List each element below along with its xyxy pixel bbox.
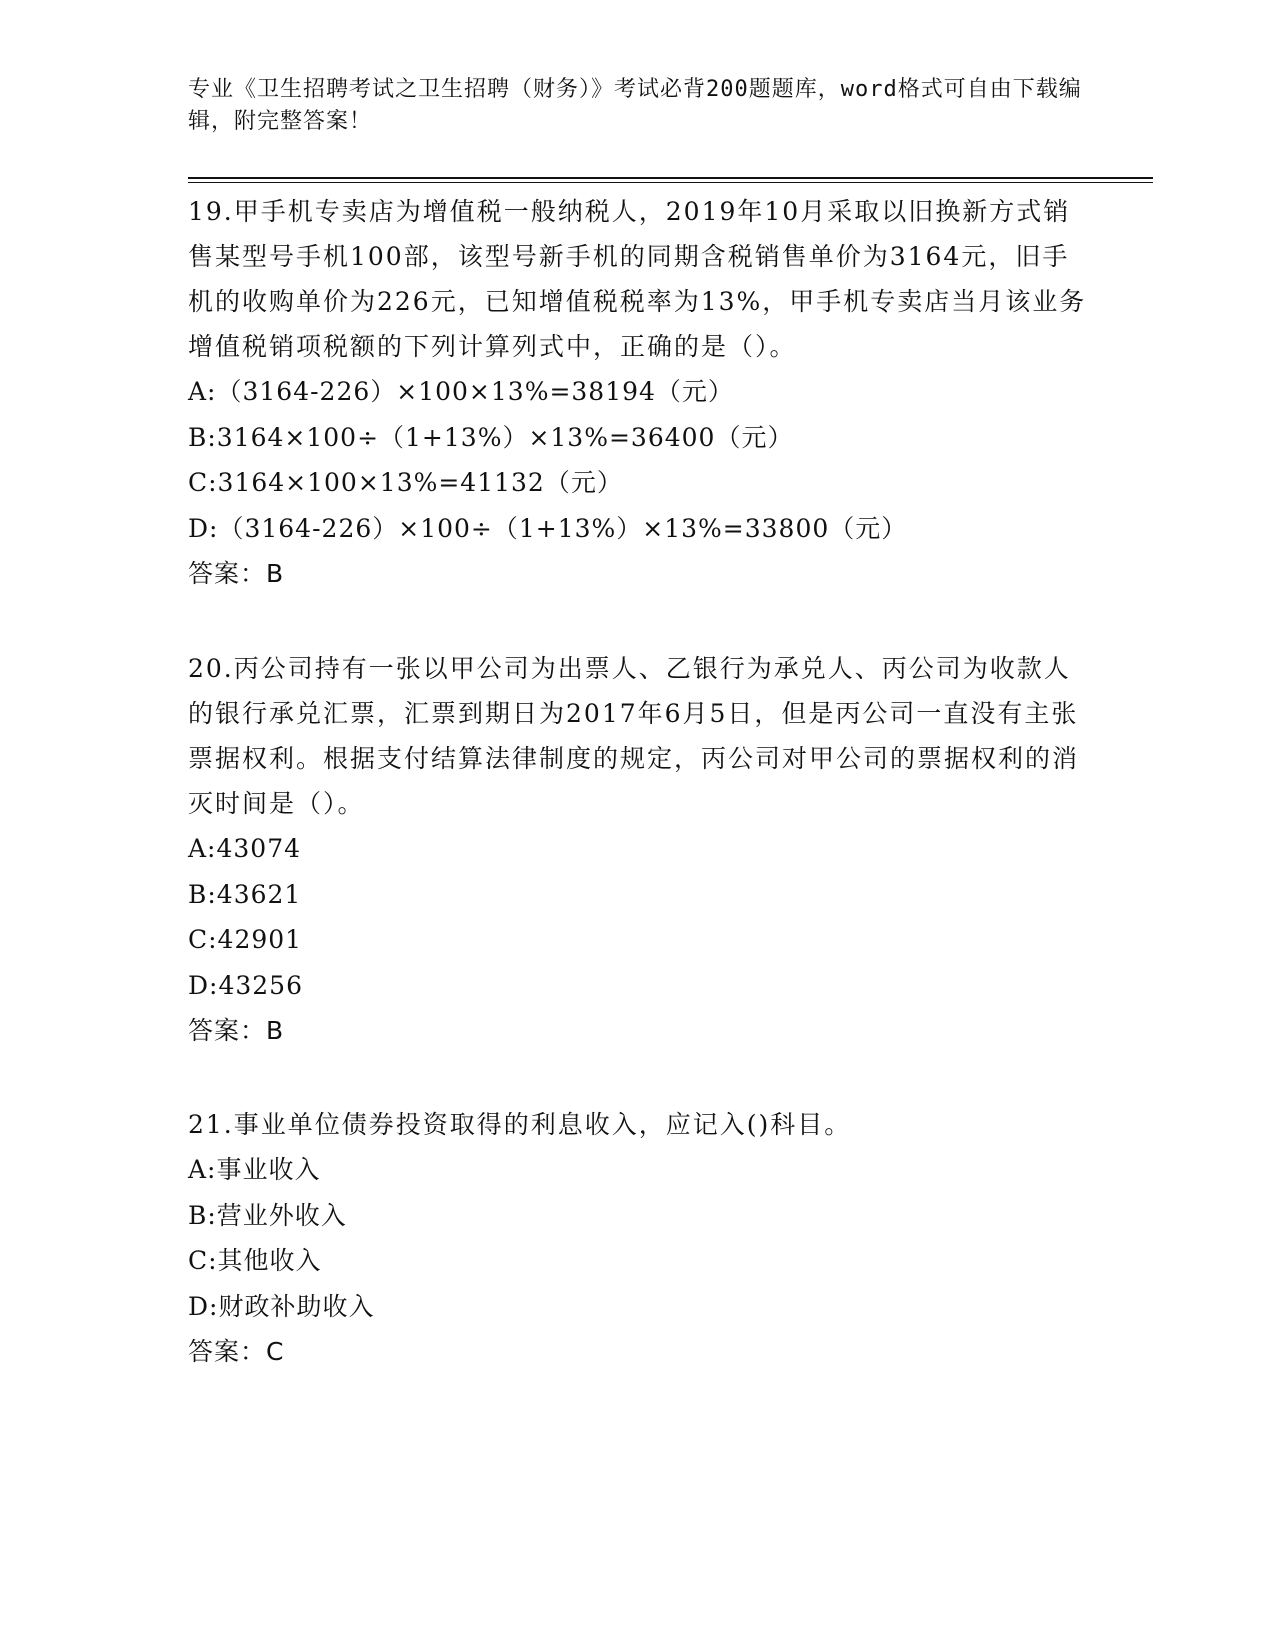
option-c: C:3164×100×13%=41132（元） [188, 468, 623, 497]
answer: 答案：B [188, 559, 285, 588]
option-d: D:财政补助收入 [188, 1291, 375, 1321]
header-divider-thick [188, 177, 1153, 179]
option-c: C:其他收入 [188, 1246, 322, 1275]
question-20 [188, 646, 1088, 1053]
question-21 [188, 1102, 1088, 1374]
option-c: C:42901 [188, 925, 303, 954]
option-a: A:（3164-226）×100×13%=38194（元） [188, 377, 734, 406]
option-b: B:43621 [188, 879, 302, 909]
option-b: B:3164×100÷（1+13%）×13%=36400（元） [188, 422, 794, 452]
question-text: 21.事业单位债券投资取得的利息收入，应记入()科目。 [188, 1110, 852, 1139]
option-a: A:事业收入 [188, 1155, 321, 1184]
question-19 [188, 189, 1088, 596]
header-divider-thin [188, 182, 1153, 183]
question-text: 19.甲手机专卖店为增值税一般纳税人，2019年10月采取以旧换新方式销售某型号手机100部，该型号新手机的同期含税销售单价为3164元，旧手机的收购单价为226元，已知增值税税率为13%，甲手机专卖店当月该业务增值税销项税额的下列计算列式中，正确的是（）。 [188, 197, 1087, 361]
option-d: D:43256 [188, 970, 303, 1000]
option-a: A:43074 [188, 834, 302, 863]
question-text: 20.丙公司持有一张以甲公司为出票人、乙银行为承兑人、丙公司为收款人的银行承兑汇票，汇票到期日为2017年6月5日，但是丙公司一直没有主张票据权利。根据支付结算法律制度的规定，丙公司对甲公司的票据权利的消灭时间是（）。 [188, 654, 1080, 818]
document-header: 专业《卫生招聘考试之卫生招聘（财务）》考试必背200题题库，word格式可自由下载编辑，附完整答案！ [188, 77, 1082, 134]
option-b: B:营业外收入 [188, 1200, 347, 1230]
option-d: D:（3164-226）×100÷（1+13%）×13%=33800（元） [188, 513, 908, 543]
answer: 答案：B [188, 1016, 285, 1045]
answer: 答案：C [188, 1337, 285, 1366]
